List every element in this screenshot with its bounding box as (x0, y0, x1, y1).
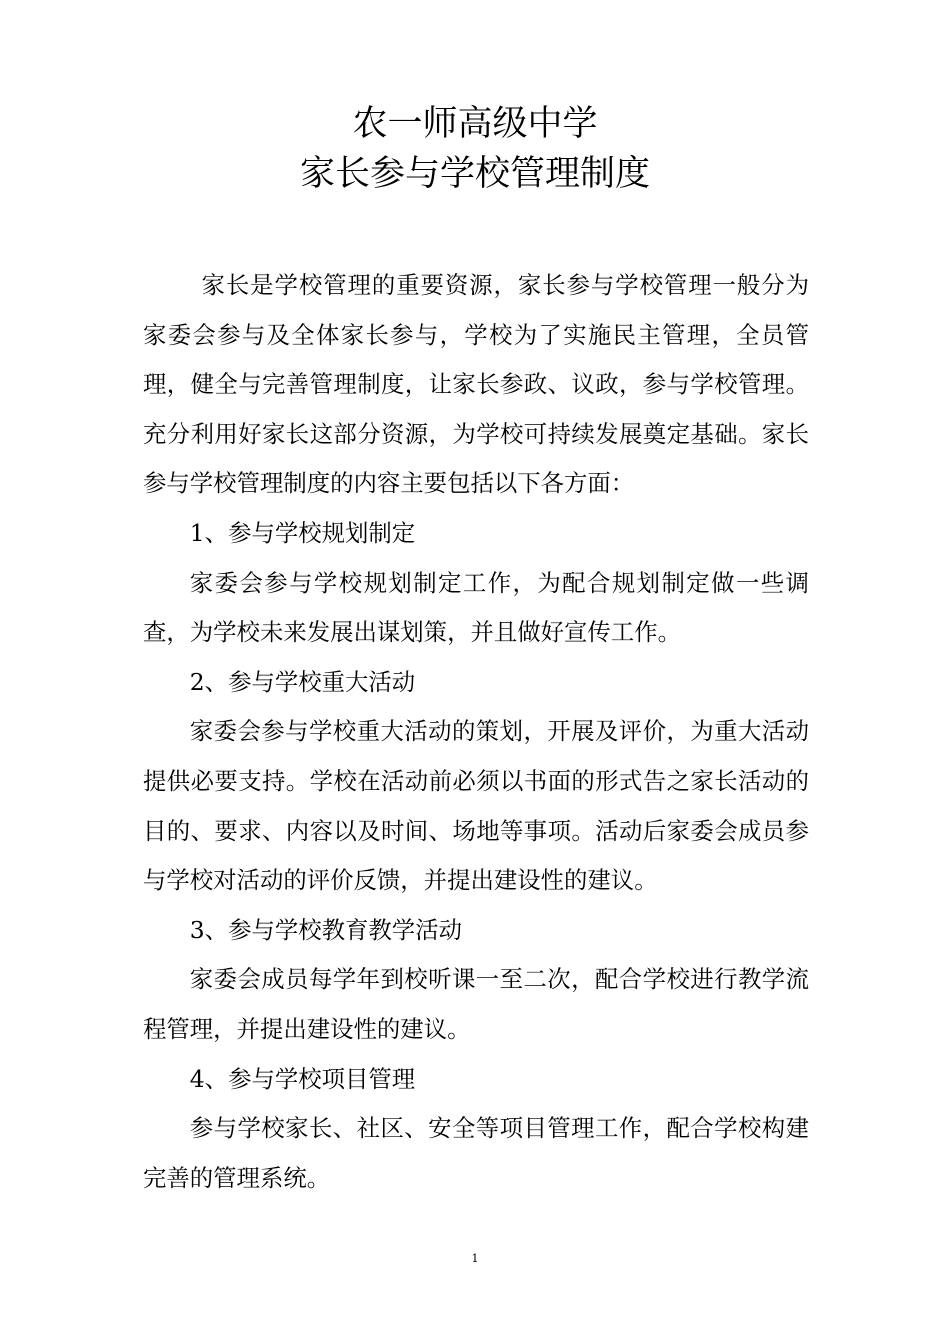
document-title-line-1: 农一师高级中学 (352, 104, 598, 144)
section-paragraph-3: 家委会成员每学年到校听课一至二次，配合学校进行教学流程管理，并提出建设性的建议。 (143, 965, 809, 1043)
document-title-line-2: 家长参与学校管理制度 (299, 154, 650, 194)
section-heading-4: 4、参与学校项目管理 (189, 1064, 416, 1093)
section-heading-2: 2、参与学校重大活动 (189, 667, 416, 696)
section-paragraph-1: 家委会参与学校规划制定工作，为配合规划制定做一些调查，为学校未来发展出谋划策，并且做好宣传工作。 (143, 568, 809, 647)
section-paragraph-4: 参与学校家长、社区、安全等项目管理工作，配合学校构建完善的管理系统。 (143, 1114, 809, 1192)
section-heading-1: 1、参与学校规划制定 (189, 518, 416, 547)
section-paragraph-2: 家委会参与学校重大活动的策划，开展及评价，为重大活动提供必要支持。学校在活动前必须以书面的形式告之家长活动的目的、要求、内容以及时间、场地等事项。活动后家委会成员参与学校对活动的评价反馈，并提出建设性的建议。 (143, 717, 809, 895)
document-body (143, 261, 809, 1203)
section-heading-3: 3、参与学校教育教学活动 (189, 915, 462, 944)
intro-paragraph: 家长是学校管理的重要资源，家长参与学校管理一般分为家委会参与及全体家长参与，学校为了实施民主管理，全员管理，健全与完善管理制度，让家长参政、议政，参与学校管理。充分利用好家长这部分资源，为学校可持续发展奠定基础。家长参与学校管理制度的内容主要包括以下各方面： (143, 271, 809, 498)
page-number: 1 (471, 1252, 479, 1265)
